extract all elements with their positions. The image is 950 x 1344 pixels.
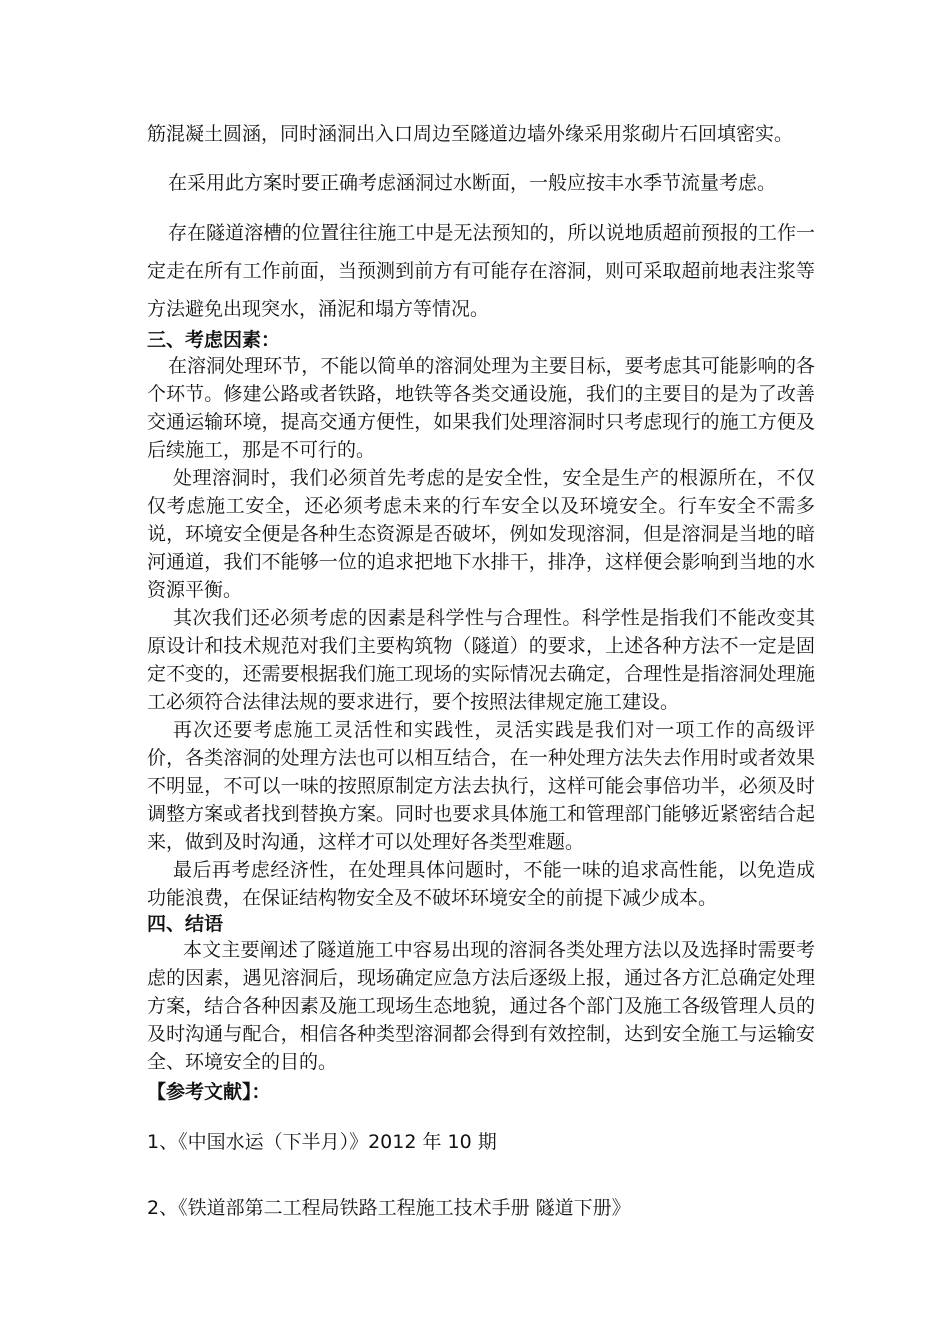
paragraph: 在溶洞处理环节，不能以简单的溶洞处理为主要目标，要考虑其可能影响的各个环节。修建公路或者铁路，地铁等各类交通设施，我们的主要目的是为了改善交通运输环境，提高交通方便性，如果我们处理溶洞时只考虑现行的施工方便及后续施工，那是不可行的。 [147,355,815,461]
paragraph: 存在隧道溶槽的位置往往施工中是无法预知的，所以说地质超前预报的工作一定走在所有工作前面，当预测到前方有可能存在溶洞，则可采取超前地表注浆等方法避免出现突水，涌泥和塌方等情况。 [147,222,815,320]
section-heading: 三、考虑因素： [147,329,281,351]
paragraph: 最后再考虑经济性，在处理具体问题时，不能一味的追求高性能，以免造成功能浪费，在保证结构物安全及不破坏环境安全的前提下减少成本。 [147,859,815,909]
paragraph: 再次还要考虑施工灵活性和实践性，灵活实践是我们对一项工作的高级评价，各类溶洞的处理方法也可以相互结合，在一种处理方法失去作用时或者效果不明显，不可以一味的按照原制定方法去执行，这样可能会事倍功半，必须及时调整方案或者找到替换方案。同时也要求具体施工和管理部门能够近紧密结合起来，做到及时沟通，这样才可以处理好各类型难题。 [147,719,815,853]
document-body [147,120,815,1222]
paragraph: 本文主要阐述了隧道施工中容易出现的溶洞各类处理方法以及选择时需要考虑的因素，遇见溶洞后，现场确定应急方法后逐级上报，通过各方汇总确定处理方案，结合各种因素及施工现场生态地貌，通过各个部门及施工各级管理人员的及时沟通与配合，相信各种类型溶洞都会得到有效控制，达到安全施工与运输安全、环境安全的目的。 [147,939,815,1073]
reference-item: 2、《铁道部第二工程局铁路工程施工技术手册 隧道下册》 [147,1197,631,1219]
section-heading: 四、结语 [147,913,224,935]
paragraph: 在采用此方案时要正确考虑涵洞过水断面，一般应按丰水季节流量考虑。 [168,172,777,194]
paragraph: 处理溶洞时，我们必须首先考虑的是安全性，安全是生产的根源所在，不仅仅考虑施工安全，还必须考虑未来的行车安全以及环境安全。行车安全不需多说，环境安全便是各种生态资源是否破坏，例如发现溶洞，但是溶洞是当地的暗河通道，我们不能够一位的追求把地下水排干，排净，这样便会影响到当地的水资源平衡。 [147,467,815,601]
paragraph: 筋混凝土圆涵，同时涵洞出入口周边至隧道边墙外缘采用浆砌片石回填密实。 [147,123,794,145]
paragraph: 其次我们还必须考虑的因素是科学性与合理性。科学性是指我们不能改变其原设计和技术规范对我们主要构筑物（隧道）的要求，上述各种方法不一定是固定不变的，还需要根据我们施工现场的实际情况去确定，合理性是指溶洞处理施工必须符合法律法规的要求进行，要个按照法律规定施工建设。 [147,607,815,713]
reference-item: 1、《中国水运（下半月）》2012 年 10 期 [147,1131,497,1153]
references-heading: 【参考文献】： [147,1081,271,1103]
